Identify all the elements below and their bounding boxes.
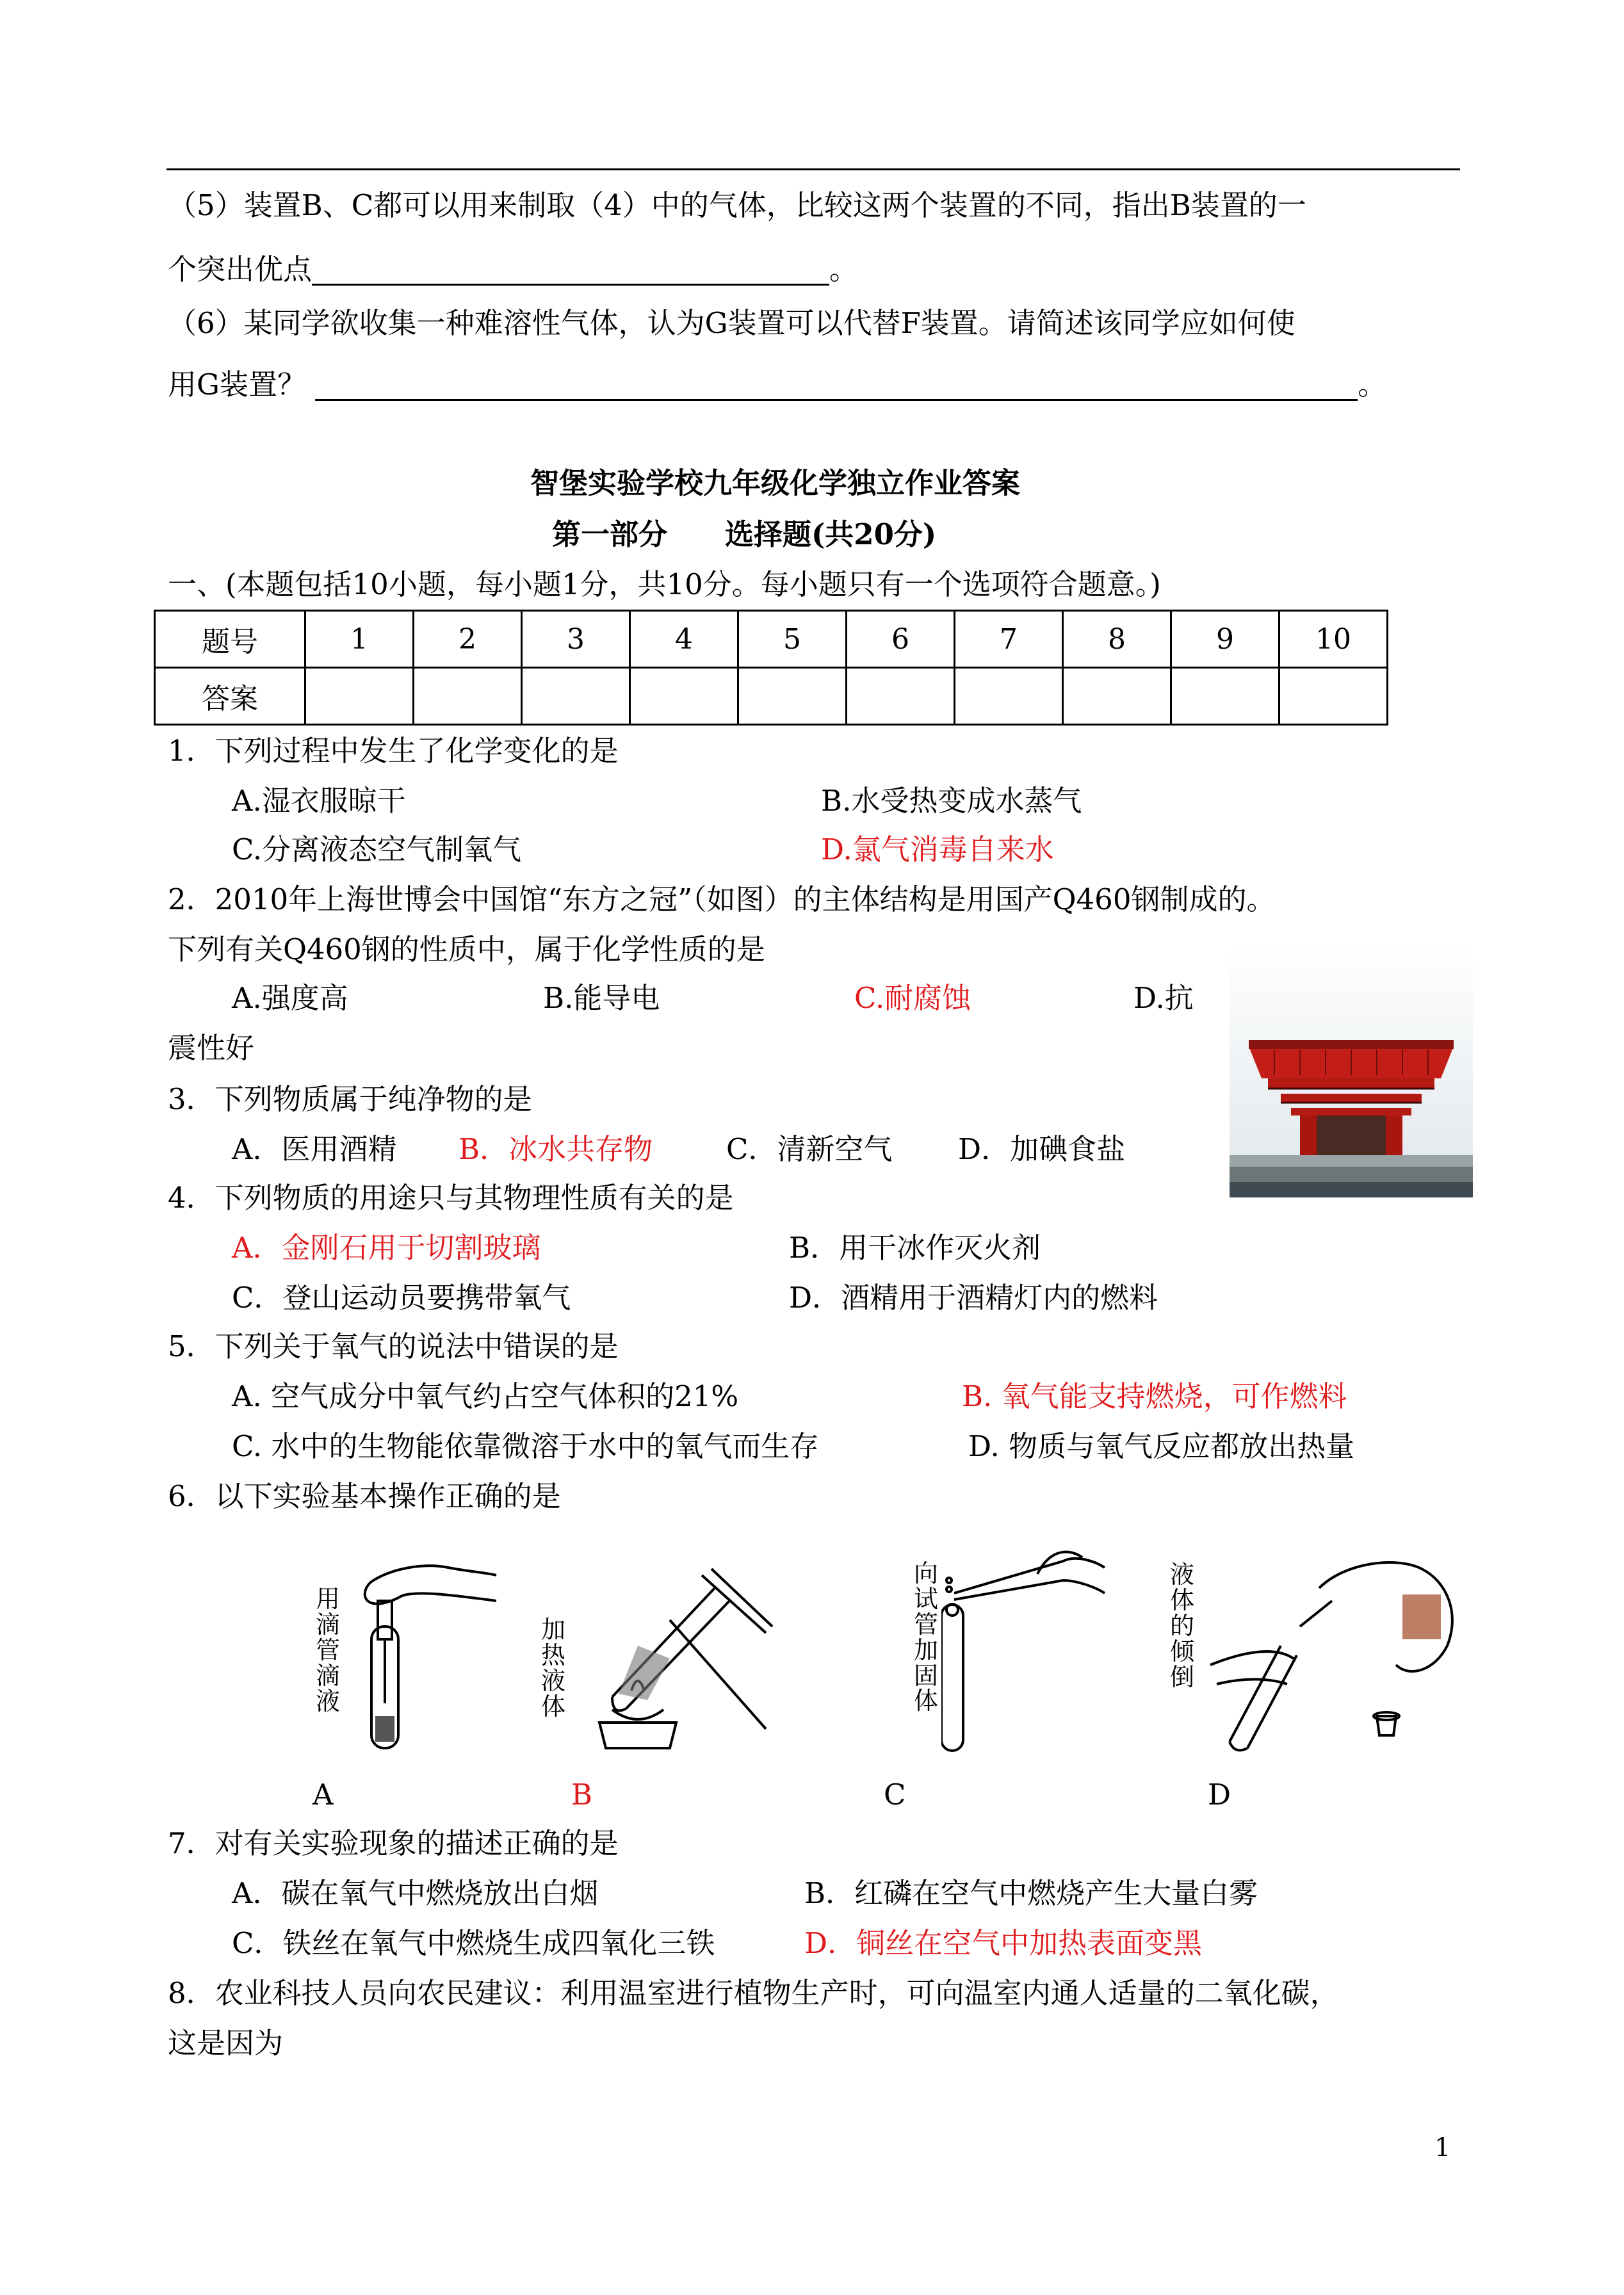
table-cell: 10 <box>1279 611 1388 668</box>
q7-option-b: B．红磷在空气中燃烧产生大量白雾 <box>804 1876 1258 1910</box>
heating-liquid-illustration <box>574 1562 785 1755</box>
table-cell: 1 <box>305 611 414 668</box>
dropper-illustration <box>346 1556 499 1755</box>
q5-option-d: D. 物质与氧气反应都放出热量 <box>968 1429 1355 1463</box>
fig-b-option-answer: B <box>571 1778 593 1812</box>
q2-option-d-cont: 震性好 <box>168 1031 255 1065</box>
answer-cell <box>305 668 414 725</box>
q5-option-c: C. 水中的生物能依靠微溶于水中的氧气而生存 <box>232 1429 819 1463</box>
table-cell: 6 <box>847 611 955 668</box>
fig-a-label: 用滴管滴液 <box>315 1585 340 1715</box>
q4-option-a-answer: A．金刚石用于切割玻璃 <box>232 1231 541 1265</box>
q5-answer-blank <box>312 255 829 286</box>
q2-option-d: D.抗 <box>1133 981 1194 1015</box>
q5-option-a: A. 空气成分中氧气约占空气体积的21% <box>232 1379 739 1413</box>
q5-option-b-answer: B. 氧气能支持燃烧，可作燃料 <box>962 1379 1347 1413</box>
fig-d-label: 液体的倾倒 <box>1169 1561 1194 1691</box>
q4-option-b: B．用干冰作灭火剂 <box>789 1231 1041 1265</box>
answer-cell <box>1063 668 1171 725</box>
q6-stem: 6．以下实验基本操作正确的是 <box>168 1479 561 1513</box>
table-cell: 4 <box>630 611 738 668</box>
pour-liquid-illustration <box>1204 1550 1473 1755</box>
answer-cell <box>630 668 738 725</box>
answer-cell <box>1279 668 1388 725</box>
q7-option-a: A．碳在氧气中燃烧放出白烟 <box>232 1876 599 1910</box>
q3-option-a: A．医用酒精 <box>232 1132 397 1166</box>
q2-option-b: B.能导电 <box>543 981 660 1015</box>
answer-title: 智堡实验学校九年级化学独立作业答案 <box>530 466 1021 500</box>
q5-line2 <box>168 252 859 286</box>
answer-table-header-row <box>155 611 1388 668</box>
q1-option-c: C.分离液态空气制氧气 <box>232 832 522 866</box>
table-cell: 5 <box>738 611 847 668</box>
q7-stem: 7．对有关实验现象的描述正确的是 <box>168 1826 619 1860</box>
q2-stem-line1: 2．2010年上海世博会中国馆“东方之冠”（如图）的主体结构是用国产Q460钢制成的。 <box>168 882 1276 916</box>
section1-intro: 一、(本题包括10小题，每小题1分，共10分。每小题只有一个选项符合题意。) <box>168 567 1161 601</box>
fig-c-option: C <box>884 1778 906 1812</box>
q3-stem: 3．下列物质属于纯净物的是 <box>168 1082 532 1116</box>
q2-stem-line2: 下列有关Q460钢的性质中，属于化学性质的是 <box>168 932 765 966</box>
answer-cell <box>1171 668 1279 725</box>
q6-line2 <box>168 370 1386 401</box>
answer-cell <box>847 668 955 725</box>
q1-option-b: B.水受热变成水蒸气 <box>821 784 1082 818</box>
q7-option-c: C．铁丝在氧气中燃烧生成四氧化三铁 <box>232 1926 715 1960</box>
q5-line2-text: 个突出优点 <box>168 252 313 286</box>
q3-option-b-answer: B．冰水共存物 <box>459 1132 653 1166</box>
fig-c-label: 向试管加固体 <box>913 1559 938 1715</box>
q5-line1: （5）装置B、C都可以用来制取（4）中的气体，比较这两个装置的不同，指出B装置的一 <box>168 188 1306 222</box>
q6-answer-blank <box>315 370 1358 401</box>
table-cell: 2 <box>414 611 522 668</box>
china-pavilion-image <box>1230 944 1473 1197</box>
q3-option-c: C．清新空气 <box>726 1132 893 1166</box>
add-solid-illustration <box>941 1536 1108 1753</box>
table-cell: 9 <box>1171 611 1279 668</box>
q8-stem-line1: 8．农业科技人员向农民建议：利用温室进行植物生产时，可向温室内通人适量的二氧化碳， <box>168 1976 1339 2010</box>
answer-cell <box>414 668 522 725</box>
q1-stem: 1．下列过程中发生了化学变化的是 <box>168 734 619 768</box>
q1-option-d-answer: D.氯气消毒自来水 <box>821 832 1054 866</box>
table-cell: 7 <box>955 611 1063 668</box>
table-cell: 3 <box>522 611 630 668</box>
answer-cell <box>955 668 1063 725</box>
q4-option-c: C．登山运动员要携带氧气 <box>232 1281 571 1315</box>
fig-d-option: D <box>1208 1778 1231 1812</box>
q6-period: 。 <box>1358 368 1387 401</box>
table-cell-label: 题号 <box>155 611 305 668</box>
answer-table <box>154 610 1388 726</box>
answer-table-answer-row <box>155 668 1388 725</box>
q2-option-a: A.强度高 <box>232 981 348 1015</box>
q5-stem: 5．下列关于氧气的说法中错误的是 <box>168 1329 619 1363</box>
q2-option-c-answer: C.耐腐蚀 <box>854 981 971 1015</box>
q1-option-a: A.湿衣服晾干 <box>232 784 406 818</box>
q6-line2-text: 用G装置？ <box>168 368 306 401</box>
q8-stem-line2: 这是因为 <box>168 2026 284 2060</box>
q4-stem: 4．下列物质的用途只与其物理性质有关的是 <box>168 1181 734 1215</box>
q6-line1: （6）某同学欲收集一种难溶性气体，认为G装置可以代替F装置。请简述该同学应如何使 <box>168 306 1295 340</box>
q3-option-d: D．加碘食盐 <box>958 1132 1126 1166</box>
fig-b-label: 加热液体 <box>540 1616 565 1721</box>
table-cell-label: 答案 <box>155 668 305 725</box>
page-number: 1 <box>1434 2133 1451 2162</box>
part1-title: 第一部分 选择题(共20分) <box>552 517 937 551</box>
q5-period: 。 <box>829 252 859 286</box>
answer-cell <box>522 668 630 725</box>
fig-a-option: A <box>313 1778 334 1812</box>
q4-option-d: D．酒精用于酒精灯内的燃料 <box>789 1281 1158 1315</box>
q7-option-d-answer: D．铜丝在空气中加热表面变黑 <box>804 1926 1203 1960</box>
table-cell: 8 <box>1063 611 1171 668</box>
answer-cell <box>738 668 847 725</box>
header-rule <box>166 168 1460 170</box>
